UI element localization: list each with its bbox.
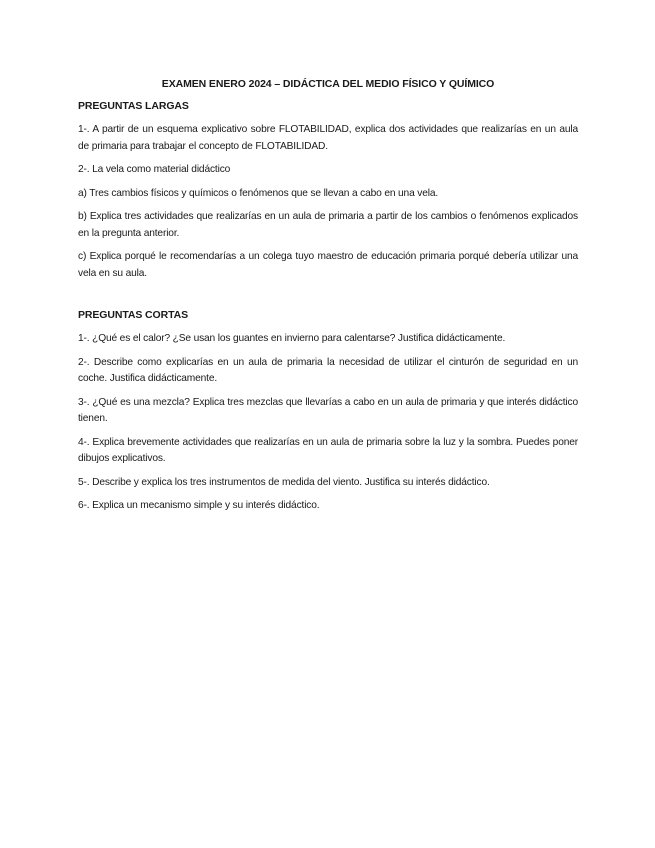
exam-page: [78, 76, 578, 522]
question-long-2a: a) Tres cambios físicos y químicos o fenómenos que se llevan a cabo en una vela.: [78, 187, 439, 199]
question-short-2: 2-. Describe como explicarías en un aula de primaria la necesidad de utilizar el cinturón de seguridad en un coche. Justifica didácticamente.: [78, 356, 578, 384]
question-long-2b: b) Explica tres actividades que realizarías en un aula de primaria a partir de los cambios o fenómenos explicados en la pregunta anterior.: [78, 211, 578, 239]
question-short-3: 3-. ¿Qué es una mezcla? Explica tres mezclas que llevarías a cabo en un aula de primaria y que interés didáctico tienen.: [78, 396, 578, 424]
question-long-2c: c) Explica porqué le recomendarías a un colega tuyo maestro de educación primaria porqué debería utilizar una vela en su aula.: [78, 251, 578, 279]
question-short-4: 4-. Explica brevemente actividades que realizarías en un aula de primaria sobre la luz y la sombra. Puedes poner dibujos explicativos.: [78, 436, 578, 464]
section-short-questions: [78, 307, 578, 515]
question-short-6: 6-. Explica un mecanismo simple y su interés didáctico.: [78, 500, 320, 511]
section-spacer: [78, 289, 578, 307]
question-short-5: 5-. Describe y explica los tres instrumentos de medida del viento. Justifica su interés didáctico.: [78, 476, 490, 488]
question-long-2: 2-. La vela como material didáctico: [78, 164, 231, 175]
section-heading-long: PREGUNTAS LARGAS: [78, 100, 189, 112]
section-long-questions: [78, 98, 578, 282]
question-short-1: 1-. ¿Qué es el calor? ¿Se usan los guantes en invierno para calentarse? Justifica didácticamente.: [78, 333, 506, 344]
question-long-1: 1-. A partir de un esquema explicativo sobre FLOTABILIDAD, explica dos actividades que realizarías en un aula de primaria para trabajar el concepto de FLOTABILIDAD.: [78, 124, 578, 152]
page-title: EXAMEN ENERO 2024 – DIDÁCTICA DEL MEDIO FÍSICO Y QUÍMICO: [161, 78, 495, 90]
section-heading-short: PREGUNTAS CORTAS: [78, 309, 189, 321]
